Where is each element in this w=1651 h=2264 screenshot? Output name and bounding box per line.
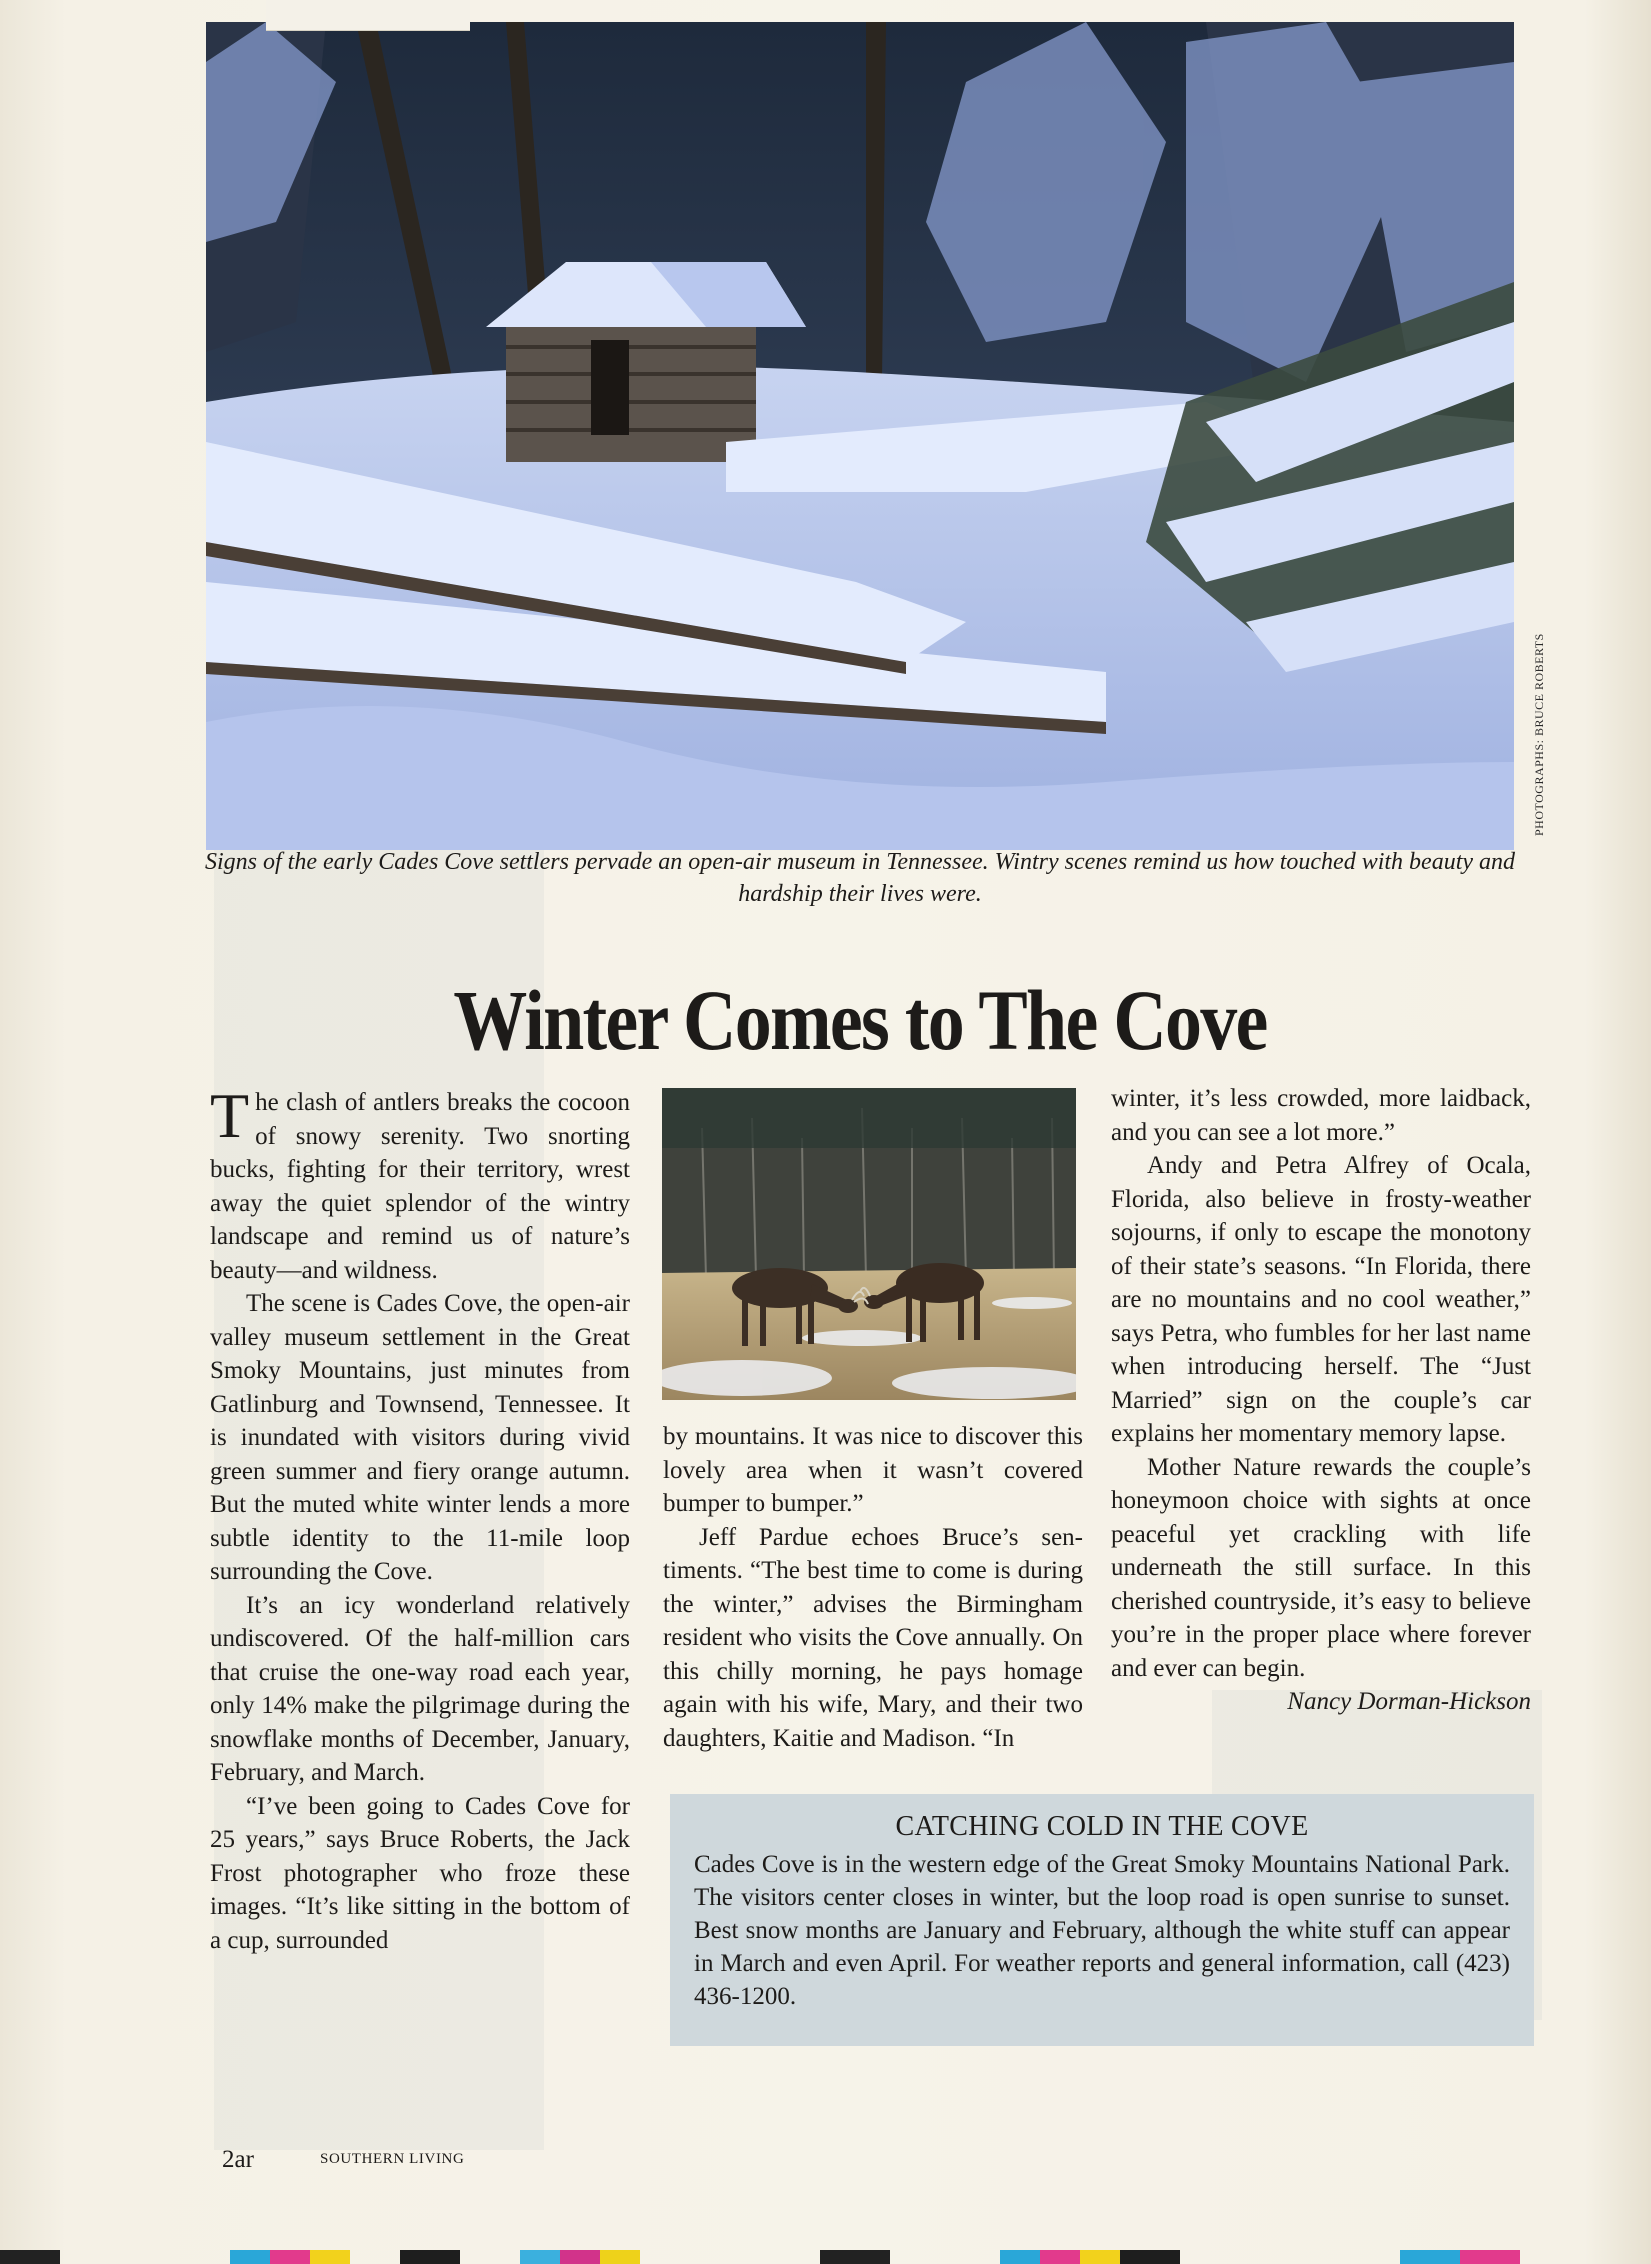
info-sidebar	[670, 1794, 1534, 2046]
article-column-3	[1111, 1082, 1531, 1719]
drop-cap: T	[210, 1080, 250, 1151]
photo-credit: PHOTOGRAPHS: BRUCE ROBERTS	[1532, 633, 1546, 836]
printer-color-bar	[520, 2250, 560, 2264]
article-column-2	[663, 1420, 1083, 1755]
printer-color-bar	[820, 2250, 890, 2264]
printer-color-bar	[0, 2250, 60, 2264]
printer-color-bar	[270, 2250, 310, 2264]
headline: Winter Comes to The Cove	[453, 972, 1267, 1068]
paragraph: Jeff Pardue echoes Bruce’s sentiments. “The best time to come is during the winter,” advises the Birmingham resident who visits the Cove annually. On this chilly morning, he pays homage again with his wife, Mary, and their two daughters, Kaitie and Madison. “In	[663, 1523, 1083, 1752]
byline: Nancy Dorman-Hickson	[1287, 1688, 1531, 1715]
deer-illustration	[662, 1088, 1076, 1400]
magazine-name: SOUTHERN LIVING	[320, 2151, 465, 2167]
paragraph: The scene is Cades Cove, the open-air valley museum settlement in the Great Smoky Mountains, just minutes from Gatlinburg and Townsend, Tennessee. It is inundated with visitors during vivid green summer and fiery orange autumn. But the muted white winter lends a more subtle identity to the 11-mile loop surrounding the Cove.	[210, 1290, 630, 1585]
printer-color-bar	[1460, 2250, 1520, 2264]
paragraph: by mountains. It was nice to discover this lovely area when it wasn’t covered bumper to bumper.”	[663, 1423, 1083, 1517]
printer-color-bar	[600, 2250, 640, 2264]
printer-color-bar	[1400, 2250, 1460, 2264]
page-number: 2ar	[222, 2146, 254, 2173]
cabin-snow-illustration	[206, 22, 1514, 850]
cabin-snow-photo	[206, 22, 1514, 850]
printer-color-bar	[1080, 2250, 1120, 2264]
printer-color-bar	[560, 2250, 600, 2264]
deer-photo	[662, 1088, 1076, 1400]
photo-caption: Signs of the early Cades Cove settlers pervade an open-air museum in Tennessee. Wintry scenes remind us how touched with beauty and hardship their lives were.	[204, 849, 1516, 907]
printer-color-bar	[1040, 2250, 1080, 2264]
printer-color-bar	[310, 2250, 350, 2264]
sidebar-title: CATCHING COLD IN THE COVE	[895, 1811, 1309, 1842]
tape-strip	[266, 0, 470, 31]
printer-color-bar	[1000, 2250, 1040, 2264]
paragraph: Andy and Petra Alfrey of Ocala, Florida, also believe in frosty-weather sojourns, if only to escape the monotony of their state’s seasons. “In Florida, there are no mountains and no cool weather,” says Petra, who fumbles for her last name when introducing herself. The “Just Married” sign on the couple’s car explains her momentary memory lapse.	[1111, 1152, 1531, 1447]
paragraph: “I’ve been going to Cades Cove for 25 years,” says Bruce Roberts, the Jack Frost photographer who froze these images. “It’s like sitting in the bottom of a cup, surrounded	[210, 1792, 630, 1954]
printer-color-bar	[400, 2250, 460, 2264]
paragraph: It’s an icy wonderland relatively undiscovered. Of the half-million cars that cruise the one-way road each year, only 14% make the pilgrimage during the snowflake months of December, January, February, and March.	[210, 1591, 630, 1786]
sidebar-body: Cades Cove is in the western edge of the Great Smoky Mountains National Park. The visitors center closes in winter, but the loop road is open sunrise to sunset. Best snow months are January and February, although the white stuff can appear in March and even April. For weather reports and general information, call (423) 436-1200.	[694, 1851, 1510, 2010]
printer-color-bar	[1120, 2250, 1180, 2264]
article-column-1	[210, 1080, 630, 1957]
paragraph: winter, it’s less crowded, more laidback, and you can see a lot more.”	[1111, 1085, 1531, 1146]
paragraph: The clash of antlers breaks the cocoon of snowy serenity. Two snorting bucks, fighting for their territory, wrest away the quiet splendor of the wintry landscape and remind us of nature’s beauty—and wildness.	[210, 1080, 630, 1284]
paragraph: Mother Nature rewards the couple’s honeymoon choice with sights at once peaceful yet crackling with life underneath the still surface. In this cherished countryside, it’s easy to believe you’re in the proper place where forever and ever can begin. Nancy Dorman-Hickson	[1111, 1451, 1531, 1686]
printer-color-bar	[230, 2250, 270, 2264]
